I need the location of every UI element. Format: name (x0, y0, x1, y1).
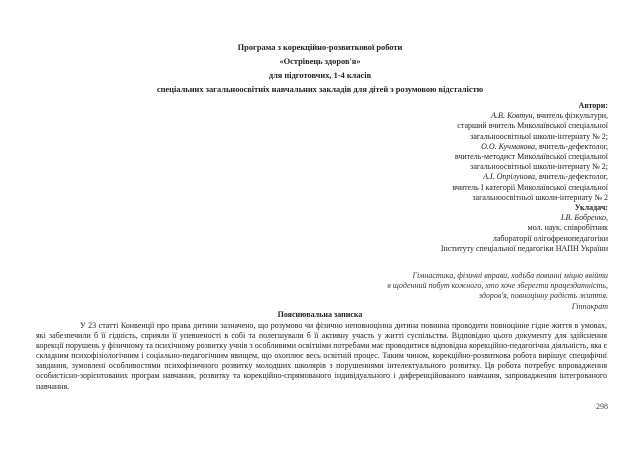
author-2-role: вчитель-дефектолог, (536, 141, 608, 151)
compiler-line2: мол. наук. співробітник (527, 223, 608, 233)
program-title: Програма з корекційно-розвиткової роботи (237, 43, 403, 52)
author-3-name: А.І. Опрілунова, (483, 172, 537, 182)
compiler-line4: Інституту спеціальної педагогіки НАПН України (440, 243, 608, 253)
epigraph-author: Гіппократ (571, 301, 608, 311)
compiler-name: І.В. Бобренко, (560, 213, 608, 223)
author-3-line3: загальноосвітньої школи-інтернату № 2 (472, 192, 608, 202)
compiler-header: Укладач: (574, 203, 608, 213)
section-title: Пояснювальна записка (277, 310, 363, 319)
program-grades: для підготовчих, 1-4 класів (268, 71, 372, 80)
epigraph-line1: Гімнастика, фізичні вправи, ходьба повинні міцно ввійти (412, 271, 608, 280)
author-1-role: вчитель фізкультури, (534, 111, 608, 121)
author-2 (308, 142, 608, 152)
author-1 (308, 111, 608, 121)
authors-header: Автори: (578, 101, 608, 110)
author-3 (308, 172, 608, 182)
compiler-line3: лабораторії олігофренопедагогіки (492, 233, 608, 243)
author-2-line3: загальноосвітньої школи-інтернату № 2; (470, 162, 608, 172)
body-paragraph: У 23 статті Конвенції про права дитини зазначено, що розумово чи фізично неповноцінна дитина повинна проводити повноцінне гідне життя в умовах, які забезпечили б її гідність, сприяли її упевненості в собі та полегшували б її активну участь у житті суспільства. Відповідно цього документу для здійснення корекції порушень у фізичному та психічному розвитку учнів з особливими освітніми потребами має проводитися відповідна корекційно-педагогічна діяльність, яка є складним психофізіологічним і соціально-педагогічним явищем, що охоплює весь освітній процес. Таким чином, корекційно-розвиткова робота вирішує специфічні завдання, зумовлені особливостями психофізичного розвитку молодших школярів з порушеннями інтелектуального розвитку. Ця робота потребує впровадження особистісно-зорієнтованих програм навчання, розвитку та корекційно-спрямованого індивідуального і диференційованого навчання, запровадження інтегрованого навчання. (36, 321, 607, 391)
author-3-role: вчитель-дефектолог, (536, 172, 608, 182)
epigraph-line2: в щоденний побут кожного, хто хоче зберегти працездатність, (387, 281, 608, 291)
program-subtitle: «Острівець здоров'я» (279, 57, 361, 66)
page-number: 298 (596, 402, 608, 411)
author-3-line2: вчитель І категорії Миколаївської спеціальної (452, 182, 608, 192)
author-1-name: А.В. Ковтун, (491, 111, 535, 121)
author-2-line2: вчитель-методист Миколаївської спеціальної (454, 152, 608, 162)
author-2-name: О.О. Кучмакова, (481, 141, 537, 151)
program-target-schools: спеціальних загальноосвітніх навчальних закладів для дітей з розумовою відсталістю (156, 85, 484, 94)
authors-block (308, 101, 608, 254)
epigraph-line3: здоров'я, повноцінну радість життя. (478, 291, 608, 301)
author-1-line2: старший вчитель Миколаївської спеціальної (457, 121, 608, 131)
epigraph (288, 271, 608, 312)
author-1-line3: загальноосвітньої школи-інтернату № 2; (470, 131, 608, 141)
